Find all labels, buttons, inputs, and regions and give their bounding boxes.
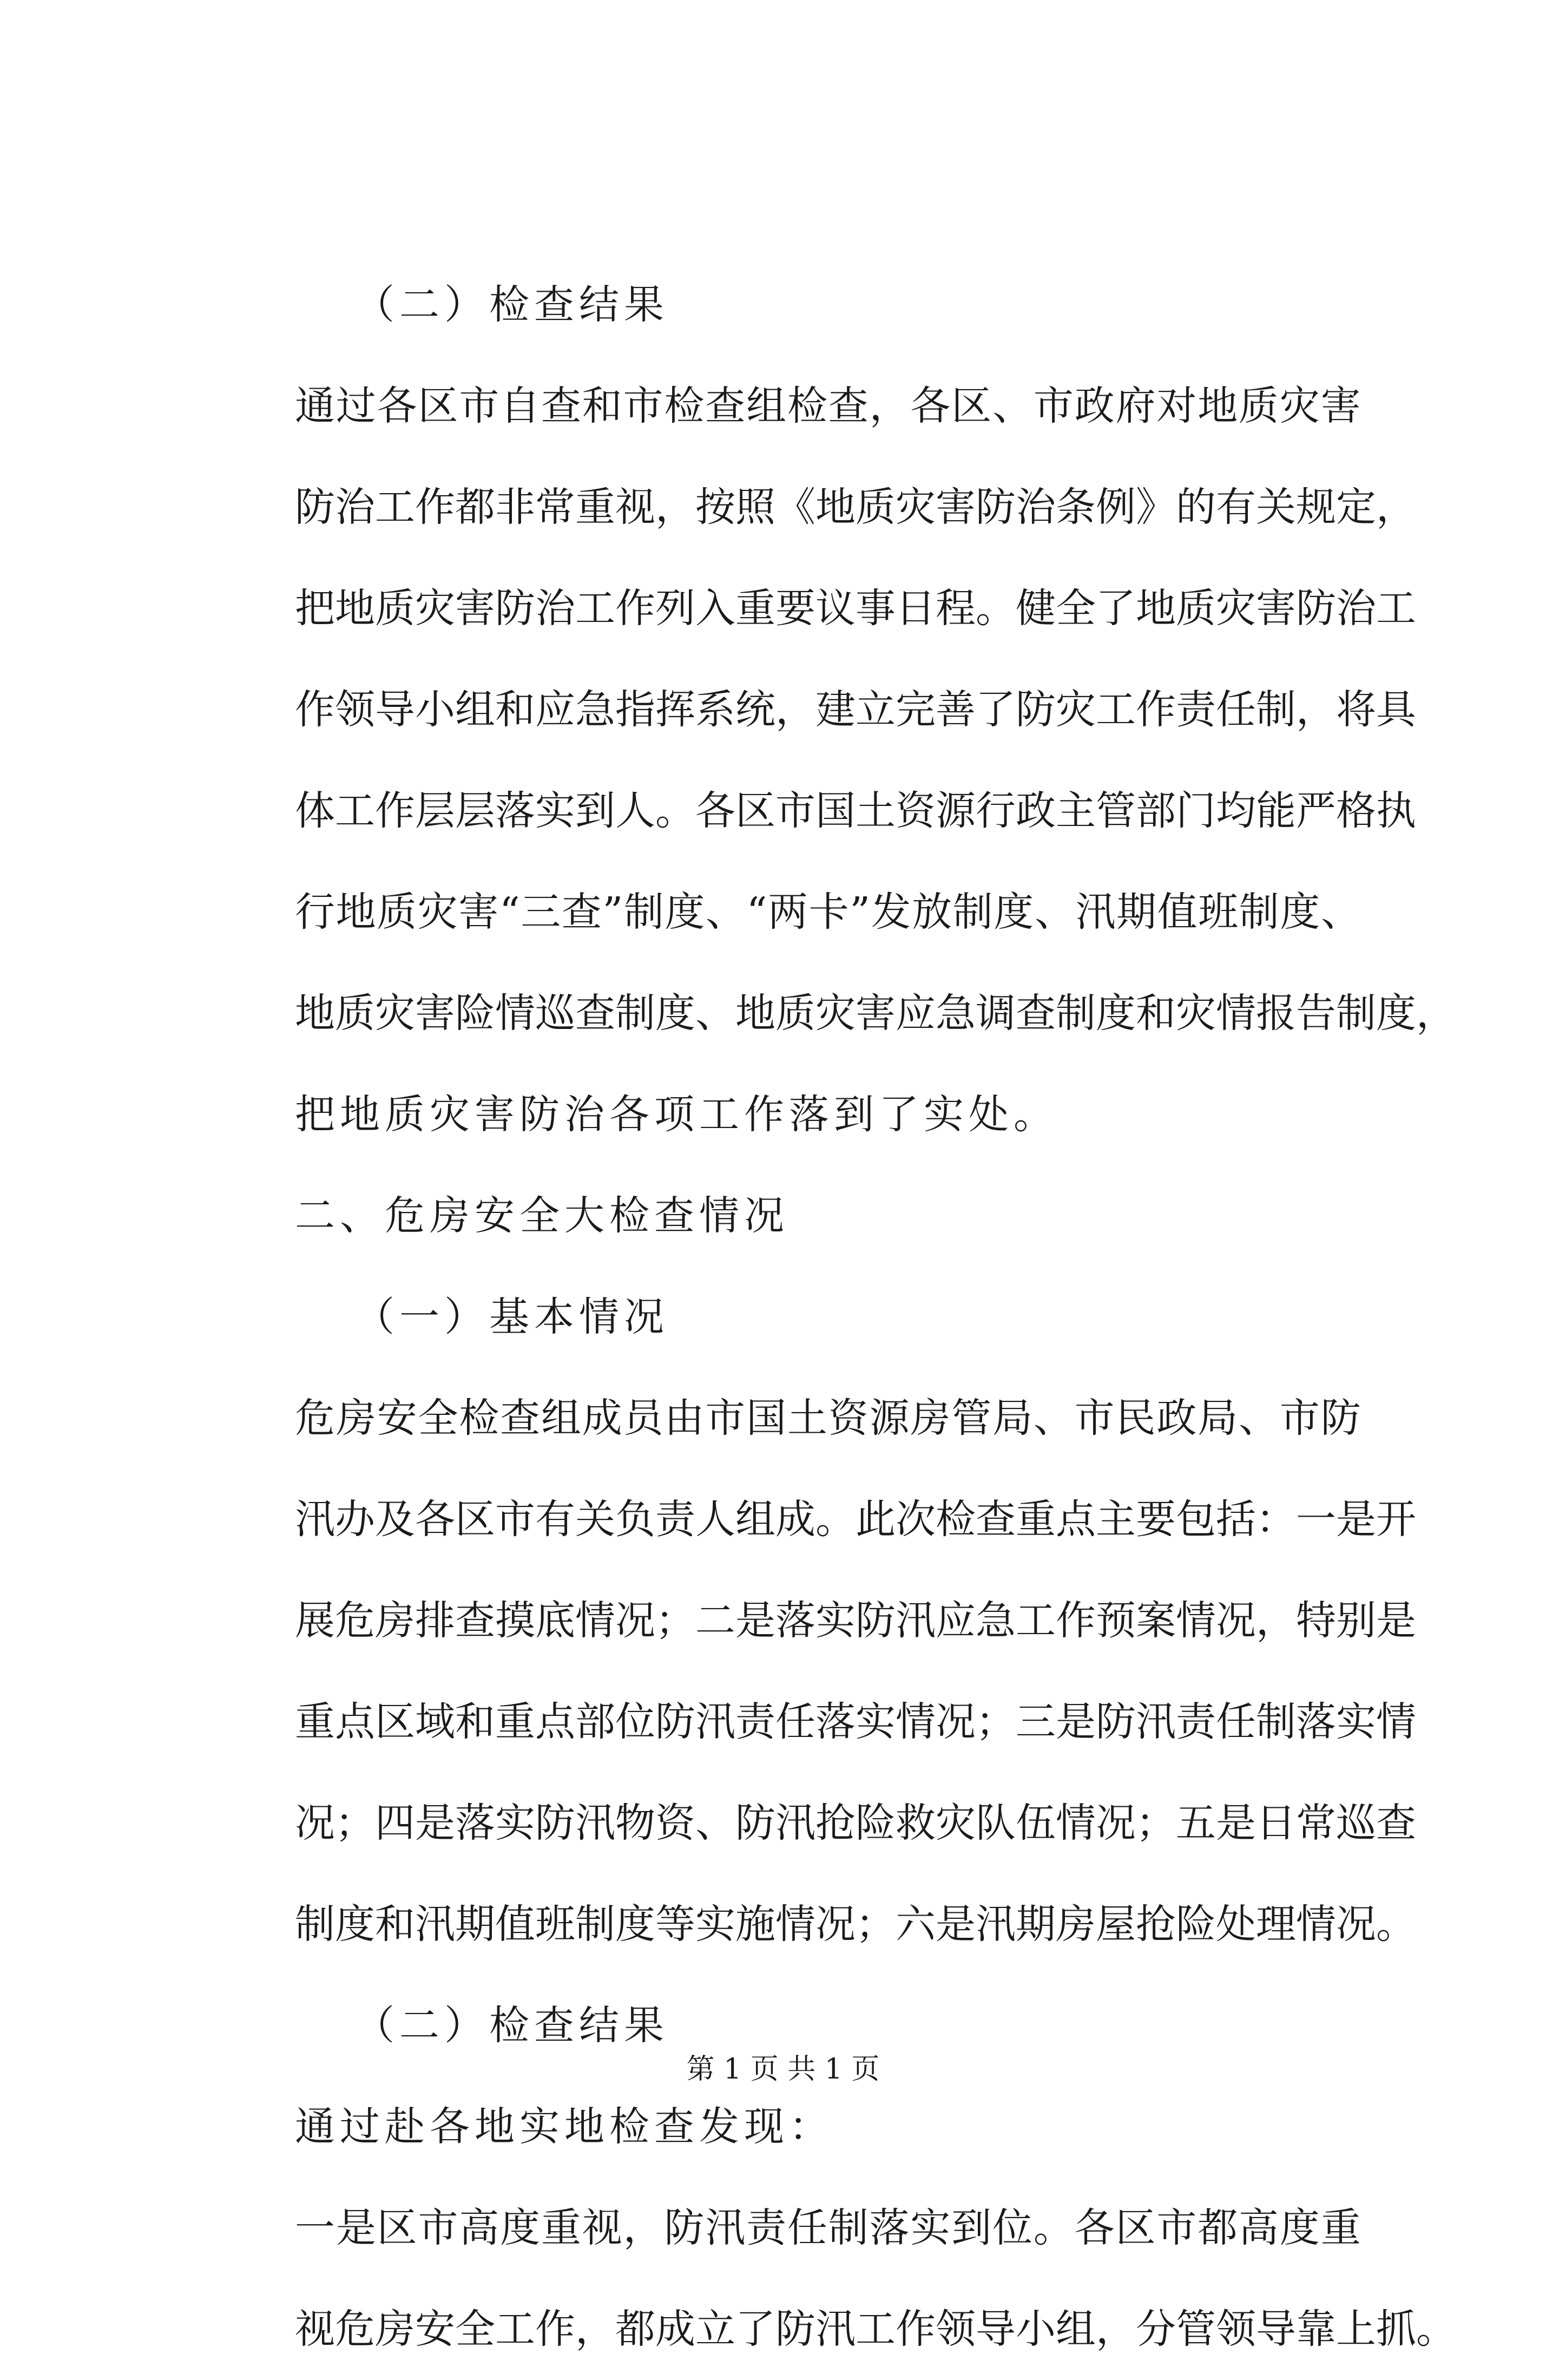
text-line: 况 ； 四 是 落 实 防 汛 物 资 、 防 汛 抢 险 救 灾 队 伍 情 况 ； 五 是 日 常 巡 查 bbox=[295, 1800, 1416, 1846]
text-line: 展 危 房 排 查 摸 底 情 况 ； 二 是 落 实 防 汛 应 急 工 作 预 案 情 况 ， 特 别 是 bbox=[295, 1597, 1416, 1644]
text-line: 危 房 安 全 检 查 组 成 员 由 市 国 土 资 源 房 管 局 、 市 民 政 局 、 市 防 bbox=[295, 1395, 1361, 1441]
text-line: 作 领 导 小 组 和 应 急 指 挥 系 统 ， 建 立 完 善 了 防 灾 工 作 责 任 制 ， 将 具 bbox=[295, 686, 1416, 733]
text-line: （二）检查结果 bbox=[354, 281, 669, 328]
text-line: 把地质灾害防治各项工作落到了实处。 bbox=[295, 1091, 1058, 1138]
text-line: （一）基本情况 bbox=[354, 1294, 669, 1340]
text-line: 行 地 质 灾 害 “ 三 查 ” 制 度 、 “ 两 卡 ” 发 放 制 度 、 汛 期 值 班 制 度 、 bbox=[295, 889, 1361, 935]
text-line: 把 地 质 灾 害 防 治 工 作 列 入 重 要 议 事 日 程 。 健 全 了 地 质 灾 害 防 治 工 bbox=[295, 585, 1416, 632]
text-line: 汛 办 及 各 区 市 有 关 负 责 人 组 成 。 此 次 检 查 重 点 主 要 包 括 ： 一 是 开 bbox=[295, 1496, 1416, 1543]
text-line: 通 过 各 区 市 自 查 和 市 检 查 组 检 查 ， 各 区 、 市 政 府 对 地 质 灾 害 bbox=[295, 383, 1361, 429]
text-line: 制 度 和 汛 期 值 班 制 度 等 实 施 情 况 ； 六 是 汛 期 房 屋 抢 险 处 理 情 况 。 bbox=[295, 1901, 1416, 1948]
text-line: 防 治 工 作 都 非 常 重 视 ， 按 照 《 地 质 灾 害 防 治 条 例 》 的 有 关 规 定 ， bbox=[295, 484, 1416, 530]
text-line: 一 是 区 市 高 度 重 视 ， 防 汛 责 任 制 落 实 到 位 。 各 区 市 都 高 度 重 bbox=[295, 2205, 1361, 2251]
text-line: 二、危房安全大检查情况 bbox=[295, 1192, 789, 1239]
text-line: 体 工 作 层 层 落 实 到 人 。 各 区 市 国 土 资 源 行 政 主 管 部 门 均 能 严 格 执 bbox=[295, 788, 1416, 834]
text-line: 地 质 灾 害 险 情 巡 查 制 度 、 地 质 灾 害 应 急 调 查 制 度 和 灾 情 报 告 制 度 ， bbox=[295, 990, 1456, 1037]
text-line: 通过赴各地实地检查发现： bbox=[295, 2103, 834, 2150]
text-line: （二）检查结果 bbox=[354, 2002, 669, 2049]
text-line: 视 危 房 安 全 工 作 ， 都 成 立 了 防 汛 工 作 领 导 小 组 ， 分 管 领 导 靠 上 抓 。 bbox=[295, 2306, 1456, 2352]
text-line: 重 点 区 域 和 重 点 部 位 防 汛 责 任 落 实 情 况 ； 三 是 防 汛 责 任 制 落 实 情 bbox=[295, 1699, 1416, 1745]
page-footer: 第 1 页 共 1 页 bbox=[686, 2053, 880, 2086]
